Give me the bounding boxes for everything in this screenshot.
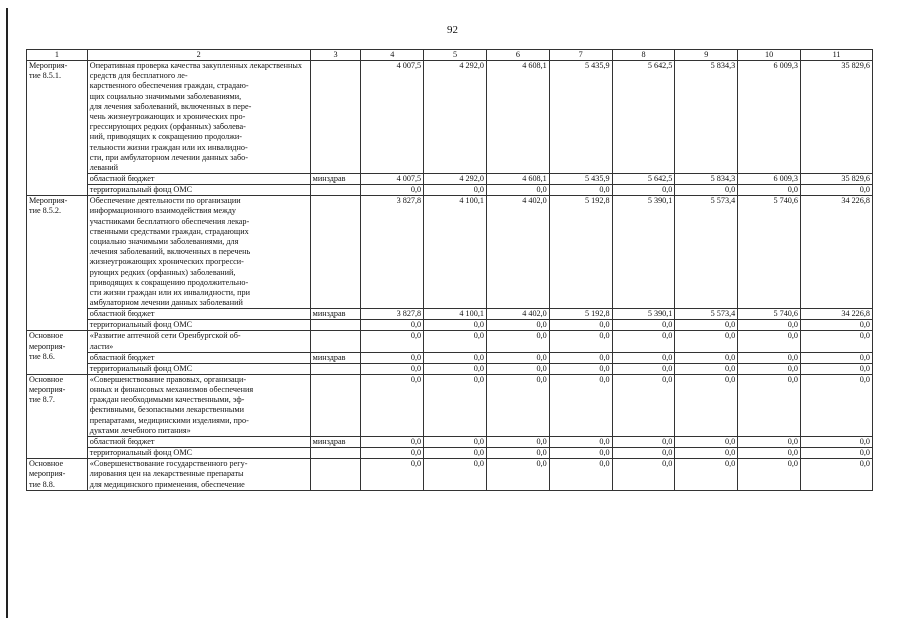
- executor-cell: минздрав: [310, 309, 361, 320]
- column-header: 5: [424, 50, 487, 61]
- value-cell: 3 827,8: [361, 196, 424, 309]
- measure-row: [27, 459, 873, 491]
- value-cell: 0,0: [549, 448, 612, 459]
- value-cell: 0,0: [549, 185, 612, 196]
- value-cell: 4 100,1: [424, 196, 487, 309]
- table-body: [27, 50, 873, 491]
- value-cell: 34 226,8: [801, 196, 873, 309]
- value-cell: 0,0: [361, 374, 424, 436]
- value-cell: 0,0: [801, 352, 873, 363]
- column-header: 1: [27, 50, 88, 61]
- value-cell: 5 573,4: [675, 196, 738, 309]
- measure-description: «Развитие аптечной сети Оренбургской об- ласти»: [87, 331, 310, 352]
- funding-row: [27, 320, 873, 331]
- value-cell: 0,0: [361, 320, 424, 331]
- value-cell: 0,0: [738, 459, 801, 491]
- value-cell: 0,0: [801, 374, 873, 436]
- executor-cell: [310, 320, 361, 331]
- value-cell: 5 192,8: [549, 196, 612, 309]
- value-cell: 0,0: [738, 374, 801, 436]
- value-cell: 6 009,3: [738, 61, 801, 174]
- value-cell: 0,0: [738, 352, 801, 363]
- funding-row: [27, 352, 873, 363]
- value-cell: 0,0: [612, 352, 675, 363]
- value-cell: 0,0: [675, 448, 738, 459]
- value-cell: 0,0: [675, 459, 738, 491]
- value-cell: 5 834,3: [675, 61, 738, 174]
- measure-label: Основное мероприя- тие 8.7.: [27, 374, 88, 458]
- measure-description: Оперативная проверка качества закупленных лекарственных средств для бесплатного ле- карственного обеспечения граждан, страдаю- щих социально значимыми заболеваниями, для лечения заболеваний, включенных в пере- чень жизнеугрожающих и хронических про- грессирующих редких (орфанных) заболева- ний, приводящих к сокращению продолжи- тельности жизни граждан или их инвалидно- сти, при амбулаторном лечении данных забо- леваний: [87, 61, 310, 174]
- value-cell: 0,0: [675, 352, 738, 363]
- value-cell: 0,0: [549, 459, 612, 491]
- measure-row: [27, 374, 873, 436]
- value-cell: 0,0: [361, 363, 424, 374]
- column-header: 11: [801, 50, 873, 61]
- funding-row: [27, 174, 873, 185]
- value-cell: 0,0: [361, 459, 424, 491]
- value-cell: 5 390,1: [612, 309, 675, 320]
- column-header: 4: [361, 50, 424, 61]
- value-cell: 4 292,0: [424, 174, 487, 185]
- executor-cell: [310, 374, 361, 436]
- value-cell: 0,0: [424, 459, 487, 491]
- value-cell: 0,0: [424, 363, 487, 374]
- column-header: 9: [675, 50, 738, 61]
- value-cell: 0,0: [424, 331, 487, 352]
- value-cell: 5 740,6: [738, 196, 801, 309]
- value-cell: 0,0: [612, 331, 675, 352]
- value-cell: 0,0: [486, 448, 549, 459]
- value-cell: 5 642,5: [612, 61, 675, 174]
- measure-label: Мероприя- тие 8.5.1.: [27, 61, 88, 196]
- value-cell: 0,0: [738, 363, 801, 374]
- value-cell: 0,0: [801, 185, 873, 196]
- value-cell: 0,0: [549, 320, 612, 331]
- value-cell: 4 292,0: [424, 61, 487, 174]
- executor-cell: [310, 459, 361, 491]
- value-cell: 5 642,5: [612, 174, 675, 185]
- funding-source: областной бюджет: [87, 309, 310, 320]
- value-cell: 0,0: [612, 185, 675, 196]
- value-cell: 0,0: [801, 448, 873, 459]
- executor-cell: [310, 61, 361, 174]
- value-cell: 0,0: [738, 331, 801, 352]
- value-cell: 0,0: [801, 331, 873, 352]
- value-cell: 4 402,0: [486, 309, 549, 320]
- measure-description: «Совершенствование государственного регу- лирования цен на лекарственные препараты для медицинского применения, обеспечение: [87, 459, 310, 491]
- measure-row: [27, 61, 873, 174]
- measure-description: «Совершенствование правовых, организаци- онных и финансовых механизмов обеспечения граждан необходимыми качественными, эф- фективными, безопасными лекарственными препаратами, медицинскими изделиями, про- дуктами лечебного питания»: [87, 374, 310, 436]
- funding-row: [27, 363, 873, 374]
- value-cell: 3 827,8: [361, 309, 424, 320]
- executor-cell: [310, 331, 361, 352]
- funding-row: [27, 437, 873, 448]
- value-cell: 5 740,6: [738, 309, 801, 320]
- value-cell: 0,0: [361, 448, 424, 459]
- measure-row: [27, 331, 873, 352]
- value-cell: 0,0: [486, 185, 549, 196]
- column-header: 8: [612, 50, 675, 61]
- value-cell: 4 007,5: [361, 61, 424, 174]
- value-cell: 5 834,3: [675, 174, 738, 185]
- value-cell: 0,0: [424, 185, 487, 196]
- value-cell: 0,0: [361, 331, 424, 352]
- value-cell: 5 435,9: [549, 174, 612, 185]
- value-cell: 0,0: [738, 437, 801, 448]
- column-header: 10: [738, 50, 801, 61]
- funding-source: территориальный фонд ОМС: [87, 185, 310, 196]
- value-cell: 0,0: [424, 374, 487, 436]
- page-number: 92: [447, 24, 458, 36]
- value-cell: 0,0: [612, 437, 675, 448]
- value-cell: 0,0: [549, 331, 612, 352]
- value-cell: 0,0: [424, 437, 487, 448]
- column-header: 6: [486, 50, 549, 61]
- value-cell: 0,0: [424, 448, 487, 459]
- value-cell: 0,0: [486, 331, 549, 352]
- value-cell: 0,0: [486, 374, 549, 436]
- value-cell: 4 007,5: [361, 174, 424, 185]
- value-cell: 0,0: [549, 437, 612, 448]
- value-cell: 0,0: [738, 185, 801, 196]
- executor-cell: минздрав: [310, 437, 361, 448]
- executor-cell: [310, 196, 361, 309]
- value-cell: 4 608,1: [486, 61, 549, 174]
- value-cell: 0,0: [675, 374, 738, 436]
- value-cell: 0,0: [486, 352, 549, 363]
- value-cell: 4 402,0: [486, 196, 549, 309]
- value-cell: 0,0: [801, 320, 873, 331]
- executor-cell: минздрав: [310, 352, 361, 363]
- header-row: [27, 50, 873, 61]
- funding-row: [27, 309, 873, 320]
- funding-source: территориальный фонд ОМС: [87, 320, 310, 331]
- value-cell: 0,0: [675, 437, 738, 448]
- value-cell: 0,0: [549, 363, 612, 374]
- value-cell: 0,0: [486, 437, 549, 448]
- value-cell: 0,0: [738, 320, 801, 331]
- executor-cell: [310, 448, 361, 459]
- funding-source: территориальный фонд ОМС: [87, 448, 310, 459]
- measure-label: Мероприя- тие 8.5.2.: [27, 196, 88, 331]
- value-cell: 0,0: [549, 352, 612, 363]
- measure-label: Основное мероприя- тие 8.6.: [27, 331, 88, 374]
- measure-label: Основное мероприя- тие 8.8.: [27, 459, 88, 491]
- value-cell: 4 100,1: [424, 309, 487, 320]
- value-cell: 0,0: [612, 320, 675, 331]
- value-cell: 0,0: [738, 448, 801, 459]
- value-cell: 0,0: [361, 437, 424, 448]
- funding-row: [27, 448, 873, 459]
- funding-source: областной бюджет: [87, 352, 310, 363]
- page-edge-line: [6, 8, 8, 618]
- funding-source: областной бюджет: [87, 437, 310, 448]
- column-header: 7: [549, 50, 612, 61]
- value-cell: 0,0: [801, 437, 873, 448]
- value-cell: 0,0: [675, 331, 738, 352]
- value-cell: 35 829,6: [801, 174, 873, 185]
- value-cell: 0,0: [675, 185, 738, 196]
- value-cell: 5 390,1: [612, 196, 675, 309]
- value-cell: 0,0: [486, 459, 549, 491]
- column-header: 3: [310, 50, 361, 61]
- value-cell: 0,0: [675, 320, 738, 331]
- value-cell: 0,0: [486, 363, 549, 374]
- value-cell: 0,0: [612, 363, 675, 374]
- value-cell: 0,0: [424, 320, 487, 331]
- value-cell: 4 608,1: [486, 174, 549, 185]
- value-cell: 5 573,4: [675, 309, 738, 320]
- value-cell: 0,0: [361, 185, 424, 196]
- value-cell: 34 226,8: [801, 309, 873, 320]
- value-cell: 0,0: [361, 352, 424, 363]
- funding-source: областной бюджет: [87, 174, 310, 185]
- measure-row: [27, 196, 873, 309]
- column-header: 2: [87, 50, 310, 61]
- value-cell: 0,0: [612, 459, 675, 491]
- value-cell: 0,0: [612, 448, 675, 459]
- executor-cell: [310, 185, 361, 196]
- funding-source: территориальный фонд ОМС: [87, 363, 310, 374]
- value-cell: 5 192,8: [549, 309, 612, 320]
- value-cell: 0,0: [801, 363, 873, 374]
- value-cell: 0,0: [424, 352, 487, 363]
- value-cell: 0,0: [675, 363, 738, 374]
- value-cell: 6 009,3: [738, 174, 801, 185]
- budget-table: [26, 49, 873, 491]
- value-cell: 0,0: [486, 320, 549, 331]
- value-cell: 35 829,6: [801, 61, 873, 174]
- executor-cell: [310, 363, 361, 374]
- value-cell: 5 435,9: [549, 61, 612, 174]
- value-cell: 0,0: [801, 459, 873, 491]
- value-cell: 0,0: [612, 374, 675, 436]
- executor-cell: минздрав: [310, 174, 361, 185]
- value-cell: 0,0: [549, 374, 612, 436]
- funding-row: [27, 185, 873, 196]
- measure-description: Обеспечение деятельности по организации информационного взаимодействия между участниками бесплатного обеспечения лекар- ственными средствами граждан, страдающих социально значимыми заболеваниями, для лечения заболеваний, включенных в перечень жизнеугрожающих хронических прогресси- рующих редких (орфанных) заболеваний, приводящих к сокращению продолжительно- сти жизни граждан или их инвалидности, при амбулаторном лечении данных заболеваний: [87, 196, 310, 309]
